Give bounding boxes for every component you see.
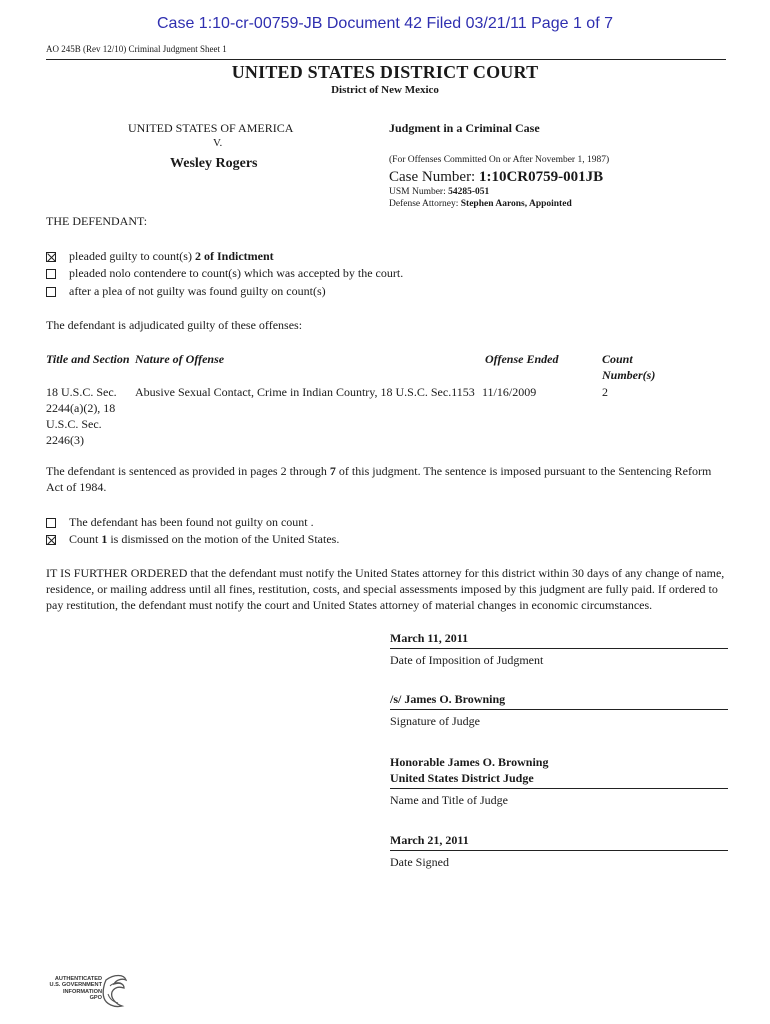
checkbox-icon (46, 535, 56, 545)
signature-block (390, 691, 728, 729)
col-header-offense-ended: Offense Ended (485, 352, 559, 366)
checkbox-icon (46, 252, 56, 262)
versus-label: V. (213, 137, 223, 149)
disposition-text: Count 1 is dismissed on the motion of the United States. (69, 532, 340, 546)
imposition-date: March 11, 2011 (390, 631, 469, 645)
adjudicated-statement: The defendant is adjudicated guilty of these offenses: (46, 318, 303, 332)
plaintiff-name: UNITED STATES OF AMERICA (128, 121, 294, 135)
plea-row (46, 266, 403, 281)
plea-text: after a plea of not guilty was found guilty on count(s) (69, 284, 326, 298)
sentencing-statement: The defendant is sentenced as provided in pages 2 through 7 of this judgment. The sentence is imposed pursuant to the Sentencing Reform Act of 1984. (46, 464, 712, 494)
disposition-row (46, 515, 314, 530)
case-number-value: 1:10CR0759-001JB (478, 169, 604, 185)
header-rule (46, 59, 726, 60)
signature-rule (390, 850, 728, 851)
disposition-row (46, 532, 339, 547)
case-number-label: Case Number: (389, 169, 479, 185)
date-signed-label: Date Signed (390, 855, 449, 869)
col-header-title-section: Title and Section (46, 352, 130, 366)
judge-title: United States District Judge (390, 771, 534, 785)
date-signed: March 21, 2011 (390, 833, 469, 847)
usm-number (389, 187, 489, 197)
seal-text: AUTHENTICATED U.S. GOVERNMENT INFORMATION GPO (49, 976, 102, 1002)
district-name: District of New Mexico (331, 84, 439, 96)
plea-row (46, 249, 274, 264)
signature-rule (390, 648, 728, 649)
attorney-value: Stephen Aarons, Appointed (460, 199, 572, 209)
form-identifier: AO 245B (Rev 12/10) Criminal Judgment Sheet 1 (46, 44, 227, 54)
judgment-title: Judgment in a Criminal Case (389, 121, 540, 135)
eagle-icon (44, 970, 134, 1014)
imposition-date-label: Date of Imposition of Judgment (390, 653, 544, 667)
judge-signature-label: Signature of Judge (390, 714, 480, 728)
signature-block (390, 832, 728, 870)
offense-date-note: (For Offenses Committed On or After November 1, 1987) (389, 155, 610, 165)
plea-text: pleaded nolo contendere to count(s) which was accepted by the court. (69, 266, 404, 280)
checkbox-icon (46, 287, 56, 297)
plea-text: pleaded guilty to count(s) 2 of Indictment (69, 249, 274, 263)
case-number (389, 169, 603, 186)
offense-nature: Abusive Sexual Contact, Crime in Indian Country, 18 U.S.C. Sec.1153 (135, 385, 475, 399)
col-header-count-numbers: Number(s) (602, 368, 656, 382)
checkbox-icon (46, 518, 56, 528)
further-ordered-paragraph: IT IS FURTHER ORDERED that the defendant must notify the United States attorney for this district within 30 days of any change of name, residence, or mailing address until all fines, restitution, costs, and special assessments imposed by this judgment are fully paid. If ordered to pay restitution, the defendant must notify the court and United States attorney of material changes in economic circumstances. (46, 566, 725, 612)
usm-label: USM Number: (389, 187, 449, 197)
signature-block (390, 630, 728, 668)
gpo-authentication-seal (44, 970, 134, 1014)
the-defendant-heading: THE DEFENDANT: (46, 214, 148, 228)
offense-title-section: 18 U.S.C. Sec. 2244(a)(2), 18 U.S.C. Sec. 2246(3) (46, 385, 117, 447)
judge-signature: /s/ James O. Browning (390, 692, 506, 706)
court-name: UNITED STATES DISTRICT COURT (231, 62, 539, 82)
col-header-count: Count (602, 352, 633, 366)
judge-name-title-label: Name and Title of Judge (390, 793, 508, 807)
usm-value: 54285-051 (448, 187, 490, 197)
offense-count: 2 (602, 385, 608, 399)
col-header-nature: Nature of Offense (135, 352, 225, 366)
ecf-header-stamp: Case 1:10-cr-00759-JB Document 42 Filed 03/21/11 Page 1 of 7 (157, 15, 613, 32)
signature-block (390, 754, 728, 808)
checkbox-icon (46, 269, 56, 279)
judge-name: Honorable James O. Browning (390, 755, 549, 769)
defense-attorney (389, 199, 572, 209)
signature-rule (390, 788, 728, 789)
offense-ended-date: 11/16/2009 (482, 385, 537, 399)
disposition-text: The defendant has been found not guilty on count . (69, 515, 314, 529)
plea-row (46, 284, 326, 299)
defendant-name: Wesley Rogers (170, 156, 258, 171)
attorney-label: Defense Attorney: (389, 199, 461, 209)
signature-rule (390, 709, 728, 710)
